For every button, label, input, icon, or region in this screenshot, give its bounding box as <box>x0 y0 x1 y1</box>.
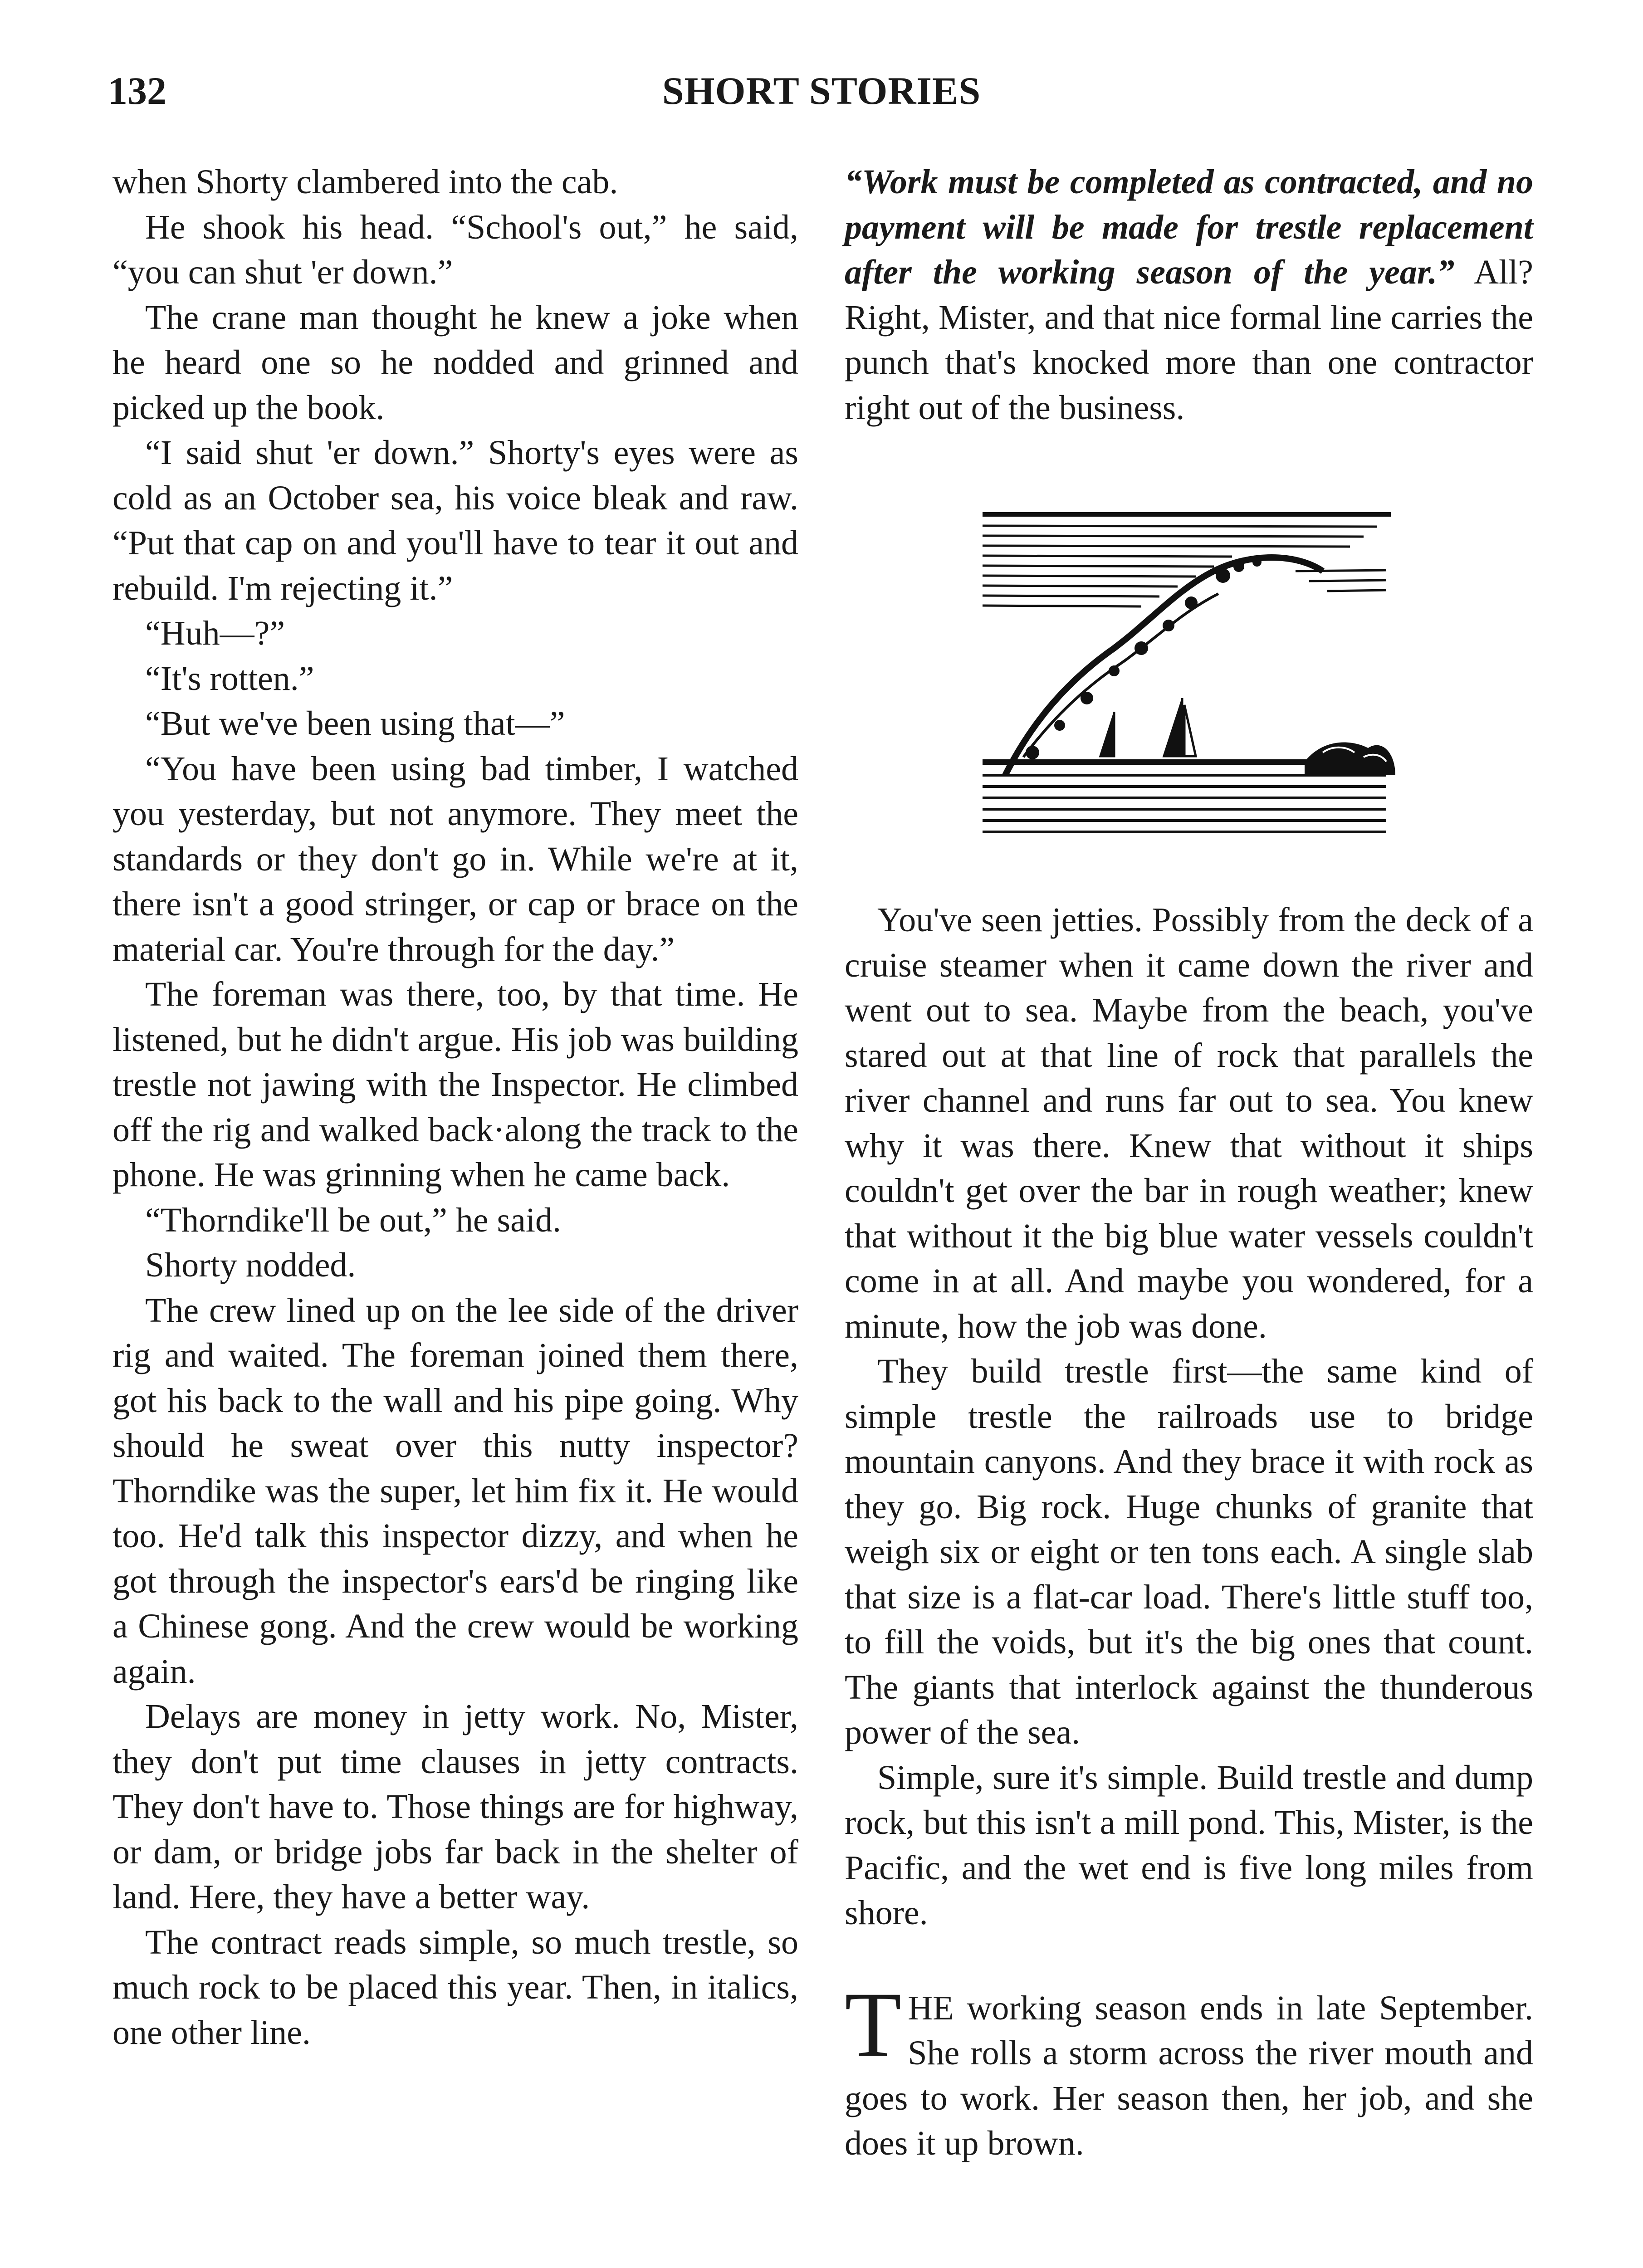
paragraph: Shorty nodded. <box>145 1246 356 1284</box>
paragraph-text: working season ends in late September. She rolls a storm across the river mouth and goes to work. Her season then, her job, and she does it up brown. <box>845 1989 1533 2162</box>
paragraph: The crane man thought he knew a joke when he heard one so he nodded and grinned and picked up the book. <box>112 298 798 427</box>
paragraph: Delays are money in jetty work. No, Mister, they don't put time clauses in jetty contracts. They don't have to. Those things are for highway, or dam, or bridge jobs far back in the shelter of land. Here, they have a better way. <box>112 1697 798 1916</box>
paragraph: “I said shut 'er down.” Shorty's eyes were as cold as an October sea, his voice bleak and raw. “Put that cap on and you'll have to tear it out and rebuild. I'm rejecting it.” <box>112 434 798 607</box>
contract-clause-paragraph <box>845 160 1533 430</box>
paragraph: You've seen jetties. Possibly from the deck of a cruise steamer when it came down the river and went out to sea. Maybe from the beach, you've stared out at that line of rock that parallels the river channel and runs far out to sea. You knew why it was there. Knew that without it ships couldn't get over the bar in rough weather; knew that without it the big blue water vessels couldn't come in at all. And maybe you wondered, for a minute, how the job was done. <box>845 901 1533 1345</box>
small-caps-lead: HE <box>908 1989 954 2027</box>
paragraph: He shook his head. “School's out,” he said, “you can shut 'er down.” <box>112 208 798 291</box>
paragraph: when Shorty clambered into the cab. <box>112 163 618 201</box>
drop-cap: T <box>845 1973 902 2076</box>
paragraph: The foreman was there, too, by that time. He listened, but he didn't argue. His job was building trestle not jawing with the Inspector. He climbed off the rig and walked back·along the track to the phone. He was grinning when he came back. <box>112 975 798 1194</box>
paragraph: “It's rotten.” <box>145 659 314 698</box>
paragraph-continuation: All? Right, Mister, and that nice formal line carries the punch that's knocked more than one contractor right out of the business. <box>845 253 1534 427</box>
running-title: SHORT STORIES <box>662 69 981 112</box>
wave-and-sailboats-illustration <box>978 485 1400 848</box>
paragraph: “You have been using bad timber, I watched you yesterday, but not anymore. They meet the standards or they don't go in. While we're at it, there isn't a good stringer, or cap or brace on the material car. You're through for the day.” <box>112 749 798 968</box>
paragraph: The contract reads simple, so much trestle, so much rock to be placed this year. Then, in italics, one other line. <box>112 1923 798 2052</box>
paragraph: “But we've been using that—” <box>145 704 565 743</box>
paragraph: They build trestle first—the same kind of simple trestle the railroads use to bridge mountain canyons. And they brace it with rock as they go. Big rock. Huge chunks of granite that weigh six or eight or ten tons each. A single slab that size is a flat-car load. There's little stuff too, to fill the voids, but it's the big ones that count. The giants that interlock against the thunderous power of the sea. <box>845 1352 1533 1751</box>
paragraph: “Thorndike'll be out,” he said. <box>145 1201 561 1239</box>
paragraph: The crew lined up on the lee side of the driver rig and waited. The foreman joined them there, got his back to the wall and his pipe going. Why should he sweat over this nutty inspector? Thorndike was the super, let him fix it. He would too. He'd talk this inspector dizzy, and when he got through the inspector's ears'd be ringing like a Chinese gong. And the crew would be working again. <box>112 1291 798 1691</box>
section-opening-paragraph <box>845 1973 1533 2166</box>
paragraph: “Huh—?” <box>145 614 285 652</box>
page-number: 132 <box>108 69 166 112</box>
paragraph: Simple, sure it's simple. Build trestle and dump rock, but this isn't a mill pond. This, Mister, is the Pacific, and the wet end is five long miles from shore. <box>845 1758 1533 1932</box>
right-column <box>845 160 1533 2166</box>
italic-contract-clause: “Work must be completed as contracted, and no payment will be made for trestle replacement after the working season of the year.” <box>845 163 1533 291</box>
left-column <box>112 160 798 2055</box>
